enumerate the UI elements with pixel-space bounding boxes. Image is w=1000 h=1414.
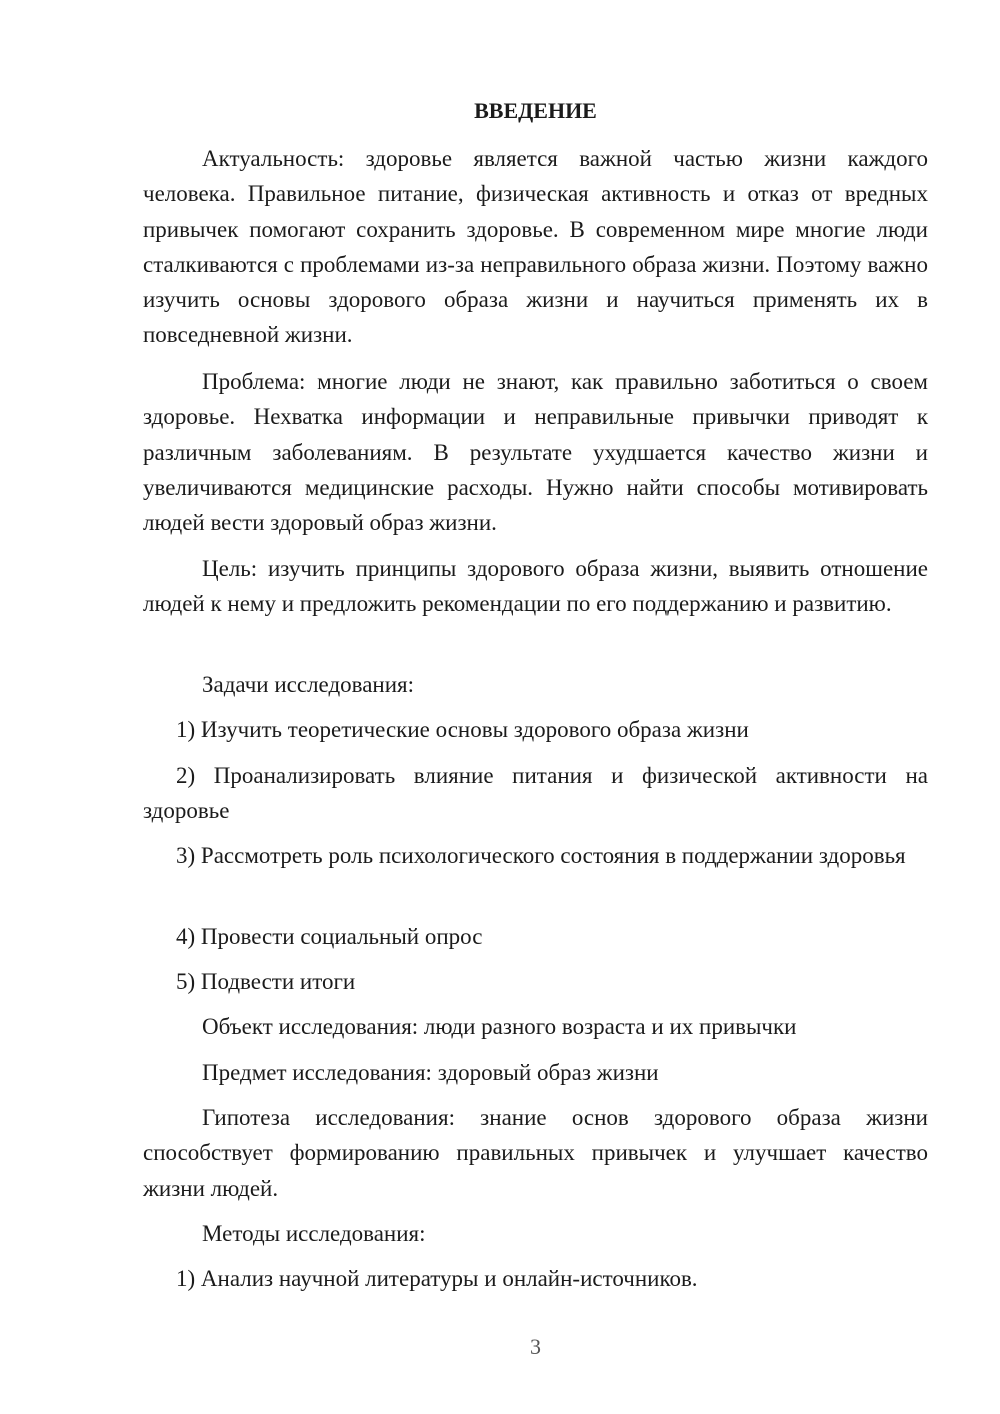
paragraph-goal: Цель: изучить принципы здорового образа жизни, выявить отношение людей к нему и предложить рекомендации по его поддержанию и развитию.: [143, 556, 928, 617]
paragraph-methods-heading: Методы исследования:: [202, 1221, 426, 1246]
paragraph-problem: Проблема: многие люди не знают, как правильно заботиться о своем здоровье. Нехватка информации и неправильные привычки приводят к различным заболеваниям. В результате ухудшается качество жизни и увеличиваются медицинские расходы. Нужно найти способы мотивировать людей вести здоровый образ жизни.: [143, 369, 928, 536]
list-item-task-3: 3) Рассмотреть роль психологического состояния в поддержании здоровья: [176, 843, 906, 868]
paragraph-subject: Предмет исследования: здоровый образ жизни: [202, 1060, 659, 1085]
list-item-task-5: 5) Подвести итоги: [176, 969, 356, 994]
list-item-method-1: 1) Анализ научной литературы и онлайн-источников.: [176, 1266, 698, 1291]
paragraph-relevance: Актуальность: здоровье является важной частью жизни каждого человека. Правильное питание, физическая активность и отказ от вредных привычек помогают сохранить здоровье. В современном мире многие люди сталкиваются с проблемами из-за неправильного образа жизни. Поэтому важно изучить основы здорового образа жизни и научиться применять их в повседневной жизни.: [143, 146, 928, 348]
document-page: [143, 0, 928, 1414]
list-item-task-2: 2) Проанализировать влияние питания и физической активности на здоровье: [143, 763, 928, 824]
list-item-task-1: 1) Изучить теоретические основы здорового образа жизни: [176, 717, 749, 742]
page-number: 3: [530, 1334, 541, 1359]
paragraph-object: Объект исследования: люди разного возраста и их привычки: [202, 1014, 797, 1039]
paragraph-tasks-heading: Задачи исследования:: [202, 672, 415, 697]
paragraph-hypothesis: Гипотеза исследования: знание основ здорового образа жизни способствует формированию правильных привычек и улучшает качество жизни людей.: [143, 1105, 928, 1201]
section-title: ВВЕДЕНИЕ: [474, 98, 597, 123]
list-item-task-4: 4) Провести социальный опрос: [176, 924, 483, 949]
